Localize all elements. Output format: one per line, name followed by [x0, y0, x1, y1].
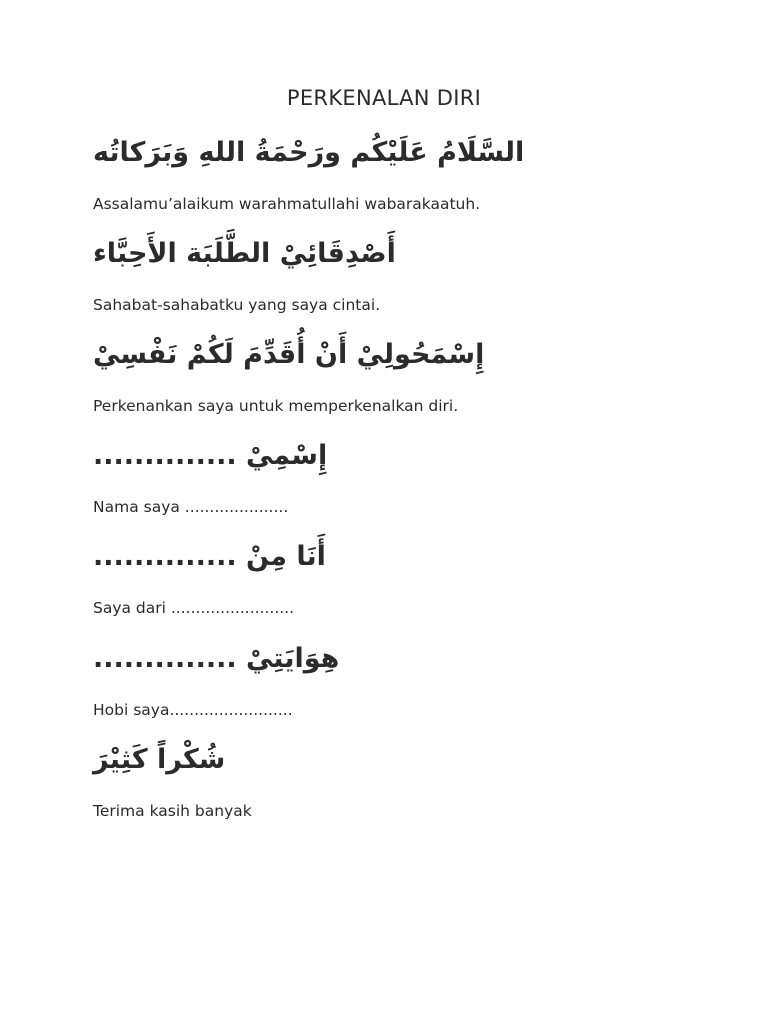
translation-text: Hobi saya......................... [93, 701, 293, 719]
translation-text: Perkenankan saya untuk memperkenalkan diri. [93, 397, 459, 415]
translation-text: Sahabat-sahabatku yang saya cintai. [93, 296, 381, 314]
section-origin [93, 537, 693, 618]
section-friends [93, 234, 693, 315]
section-hobby [93, 639, 693, 720]
translation-text: Saya dari ......................... [93, 599, 295, 617]
section-thanks [93, 740, 693, 821]
arabic-text: شُكْراً كَثِيْرَ [93, 744, 226, 775]
section-name [93, 436, 693, 517]
arabic-text: أَصْدِقَائِيْ الطَّلَبَة الأَحِبَّاء [93, 238, 396, 269]
translation-text: Nama saya ..................... [93, 498, 289, 516]
arabic-text: إِسْمِيْ .............. [93, 440, 328, 471]
arabic-text: السَّلَامُ عَلَيْكُم ورَحْمَةُ اللهِ وَبَرَكاتُه [93, 137, 525, 168]
section-permission [93, 335, 693, 416]
arabic-text: إِسْمَحُولِيْ أَنْ أُقَدِّمَ لَكُمْ نَفْسِيْ [93, 339, 485, 370]
arabic-text: أَنَا مِنْ .............. [93, 541, 326, 572]
translation-text: Assalamu’alaikum warahmatullahi wabarakaatuh. [93, 195, 481, 213]
translation-text: Terima kasih banyak [93, 802, 252, 820]
section-greeting [93, 133, 693, 214]
arabic-text: هِوَايَتِيْ .............. [93, 643, 340, 674]
page-title: PERKENALAN DIRI [286, 86, 482, 110]
